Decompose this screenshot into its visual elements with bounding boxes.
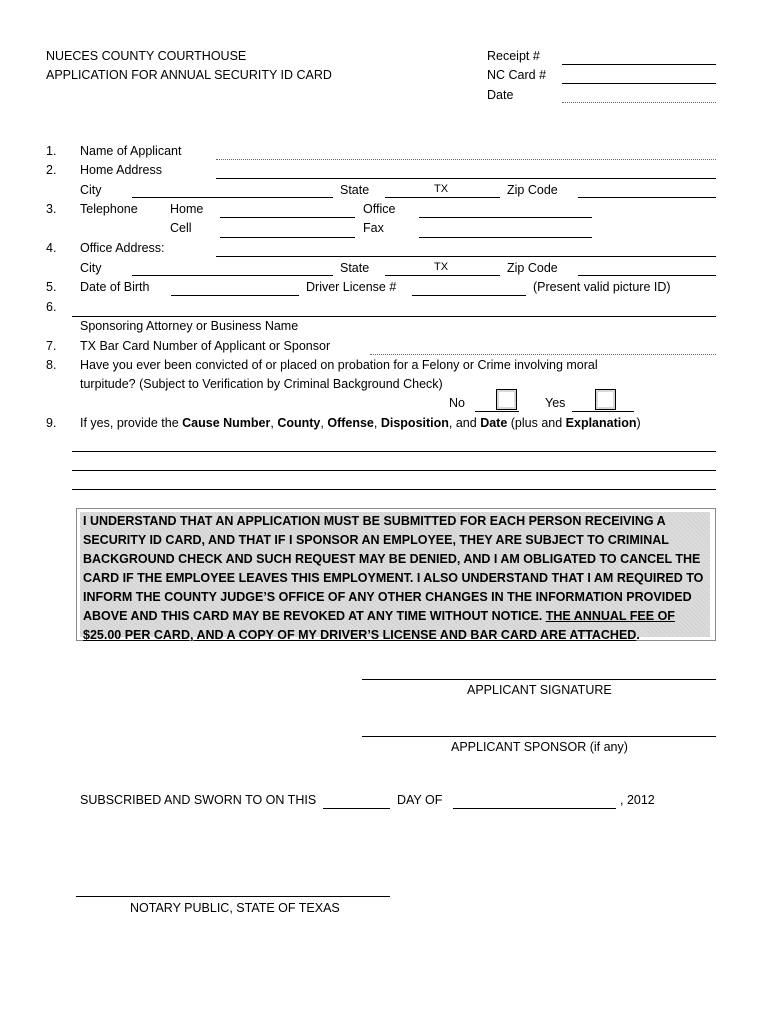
day-field[interactable]	[323, 808, 390, 809]
sponsoring-attorney-label: Sponsoring Attorney or Business Name	[80, 319, 299, 333]
item-number-4: 4.	[46, 241, 57, 255]
item-number-3: 3.	[46, 202, 57, 216]
no-label: No	[449, 396, 465, 410]
home-state-field[interactable]	[385, 197, 500, 198]
conviction-question-line2: turpitude? (Subject to Verification by Criminal Background Check)	[80, 377, 443, 391]
receipt-field[interactable]	[562, 64, 716, 65]
office-phone-field[interactable]	[419, 217, 592, 218]
name-of-applicant-field[interactable]	[216, 159, 716, 160]
office-city-label: City	[80, 261, 102, 275]
applicant-sponsor-label: APPLICANT SPONSOR (if any)	[451, 740, 628, 754]
office-state-value: TX	[434, 261, 449, 273]
yes-checkbox[interactable]	[595, 389, 616, 410]
county-name: NUECES COUNTY COURTHOUSE	[46, 49, 247, 63]
explanation-line-1[interactable]	[72, 451, 716, 452]
fax-label: Fax	[363, 221, 384, 235]
sponsoring-attorney-field[interactable]	[72, 316, 716, 317]
no-checkbox[interactable]	[496, 389, 517, 410]
notary-label: NOTARY PUBLIC, STATE OF TEXAS	[130, 901, 340, 915]
nc-card-label: NC Card #	[487, 68, 547, 82]
no-underline	[475, 411, 519, 412]
bar-card-label: TX Bar Card Number of Applicant or Sponsor	[80, 339, 331, 353]
yes-label: Yes	[545, 396, 566, 410]
office-address-label: Office Address:	[80, 241, 165, 255]
home-zip-field[interactable]	[578, 197, 716, 198]
telephone-label: Telephone	[80, 202, 138, 216]
day-of-label: DAY OF	[397, 793, 443, 807]
zip-code-label: Zip Code	[507, 183, 558, 197]
date-of-birth-label: Date of Birth	[80, 280, 150, 294]
if-yes-instructions: If yes, provide the Cause Number, County, Offense, Disposition, and Date (plus and Explanation)	[80, 416, 641, 430]
home-phone-label: Home	[170, 202, 204, 216]
office-address-field[interactable]	[216, 256, 716, 257]
item-number-6: 6.	[46, 300, 57, 314]
home-state-value: TX	[434, 183, 449, 195]
conviction-question-line1: Have you ever been convicted of or placed on probation for a Felony or Crime involving moral	[80, 358, 598, 372]
cell-phone-label: Cell	[170, 221, 192, 235]
cell-phone-field[interactable]	[220, 237, 355, 238]
year-label: , 2012	[620, 793, 655, 807]
office-zip-label: Zip Code	[507, 261, 558, 275]
home-address-label: Home Address	[80, 163, 162, 177]
driver-license-label: Driver License #	[306, 280, 397, 294]
acknowledgement-notice	[76, 508, 716, 641]
home-city-field[interactable]	[132, 197, 333, 198]
subscribed-label: SUBSCRIBED AND SWORN TO ON THIS	[80, 793, 317, 807]
applicant-sponsor-line[interactable]	[362, 736, 716, 737]
item-number-2: 2.	[46, 163, 57, 177]
fax-field[interactable]	[419, 237, 592, 238]
name-of-applicant-label: Name of Applicant	[80, 144, 182, 158]
fee-statement: THE ANNUAL FEE OF $25.00 PER CARD, AND A COPY OF MY DRIVER’S LICENSE AND BAR CARD ARE ATTACHED	[83, 609, 675, 642]
month-field[interactable]	[453, 808, 616, 809]
office-phone-label: Office	[363, 202, 396, 216]
office-state-label: State	[340, 261, 370, 275]
office-zip-field[interactable]	[578, 275, 716, 276]
driver-license-field[interactable]	[412, 295, 526, 296]
office-city-field[interactable]	[132, 275, 333, 276]
item-number-7: 7.	[46, 339, 57, 353]
applicant-signature-line[interactable]	[362, 679, 716, 680]
notice-text: I UNDERSTAND THAT AN APPLICATION MUST BE SUBMITTED FOR EACH PERSON RECEIVING A SECURITY ID CARD, AND THAT IF I SPONSOR AN EMPLOYEE, THEY ARE SUBJECT TO CRIMINAL BACKGROUND CHECK AND SUCH REQUEST MAY BE DENIED, AND I AM OBLIGATED TO CANCEL THE CARD IF THE EMPLOYEE LEAVES THIS EMPLOYMENT. I ALSO UNDERSTAND THAT I AM REQUIRED TO INFORM THE COUNTY JUDGE’S OFFICE OF ANY OTHER CHANGES IN THE INFORMATION PROVIDED ABOVE AND THIS CARD MAY BE REVOKED AT ANY TIME WITHOUT NOTICE. THE ANNUAL FEE OF $25.00 PER CARD, AND A COPY OF MY DRIVER’S LICENSE AND BAR CARD ARE ATTACHED.	[83, 514, 704, 642]
bar-card-field[interactable]	[370, 354, 716, 355]
state-label: State	[340, 183, 370, 197]
date-of-birth-field[interactable]	[171, 295, 299, 296]
yes-underline	[572, 411, 634, 412]
home-phone-field[interactable]	[220, 217, 355, 218]
explanation-line-2[interactable]	[72, 470, 716, 471]
date-field[interactable]	[562, 102, 716, 103]
item-number-5: 5.	[46, 280, 57, 294]
item-number-8: 8.	[46, 358, 57, 372]
notary-signature-line[interactable]	[76, 896, 390, 897]
office-state-field[interactable]	[385, 275, 500, 276]
picture-id-note: (Present valid picture ID)	[533, 280, 671, 294]
city-label: City	[80, 183, 102, 197]
form-title: APPLICATION FOR ANNUAL SECURITY ID CARD	[46, 68, 332, 82]
explanation-line-3[interactable]	[72, 489, 716, 490]
date-label: Date	[487, 88, 514, 102]
item-number-1: 1.	[46, 144, 57, 158]
nc-card-field[interactable]	[562, 83, 716, 84]
receipt-label: Receipt #	[487, 49, 540, 63]
applicant-signature-label: APPLICANT SIGNATURE	[467, 683, 612, 697]
home-address-field[interactable]	[216, 178, 716, 179]
item-number-9: 9.	[46, 416, 57, 430]
